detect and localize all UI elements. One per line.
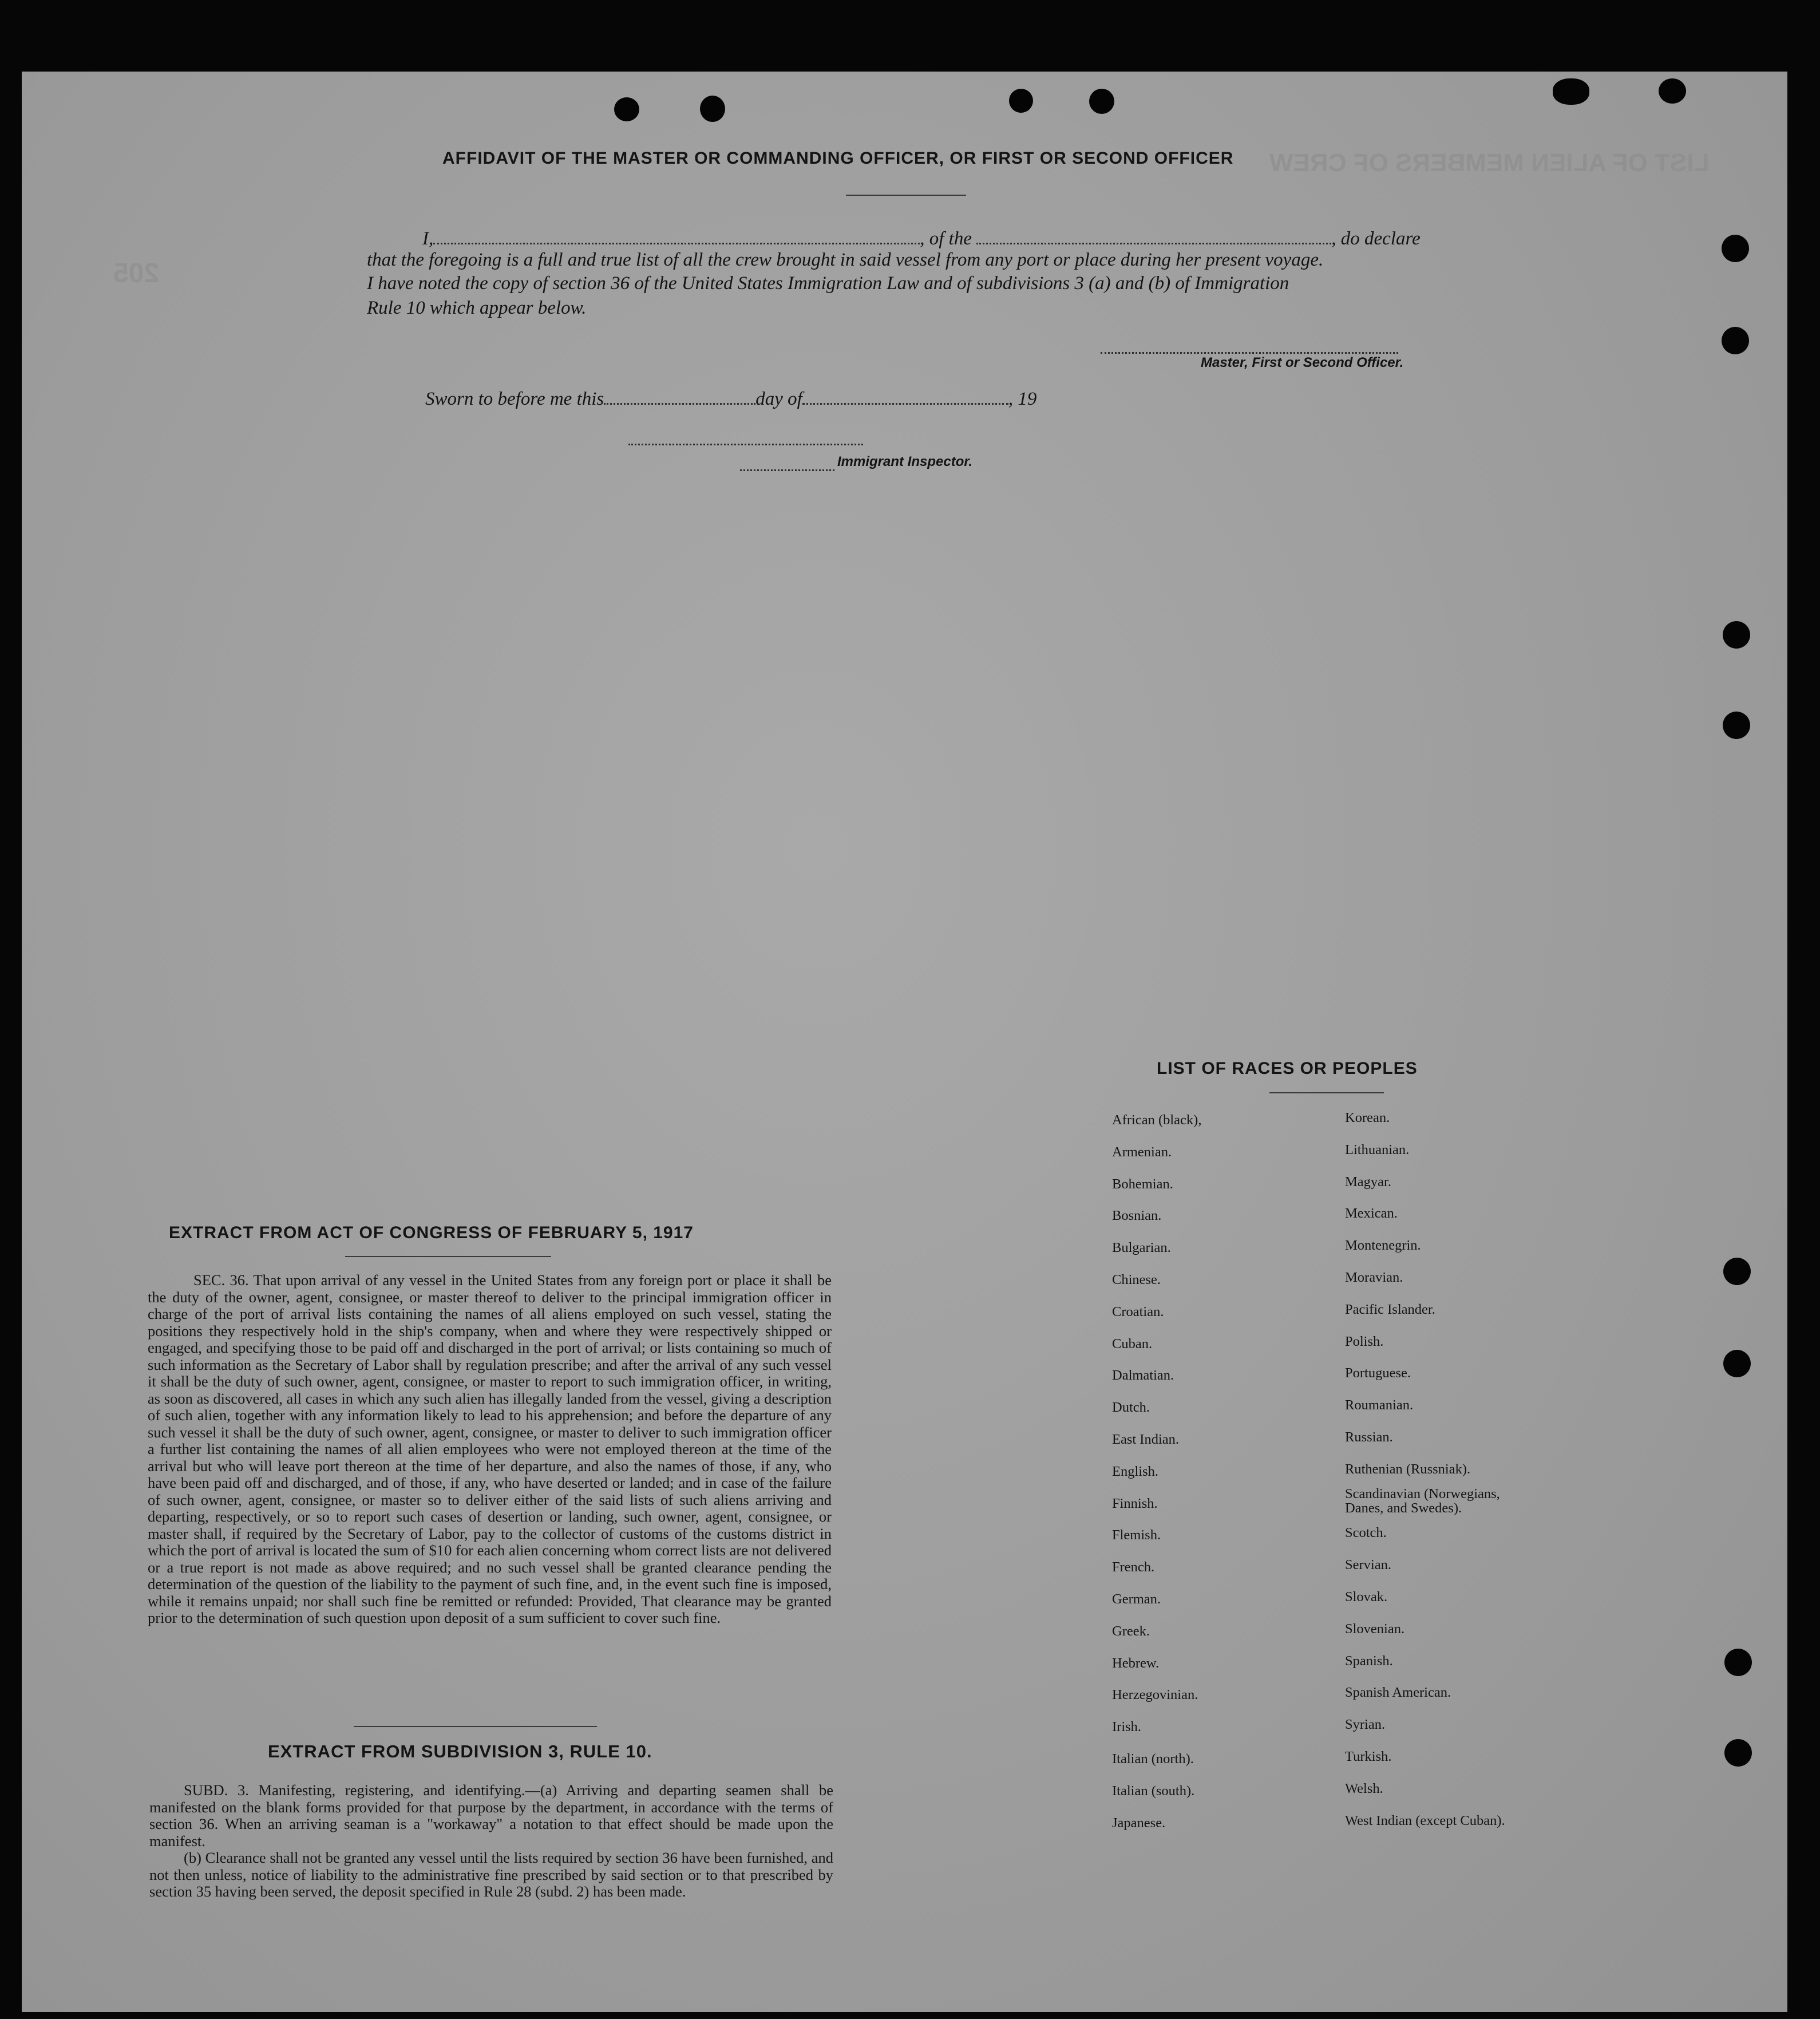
race-item: Cuban. xyxy=(1112,1336,1153,1352)
affidavit-of-the: , of the xyxy=(920,228,972,249)
affidavit-i: I, xyxy=(422,228,434,249)
race-item: Welsh. xyxy=(1345,1780,1383,1796)
race-item: West Indian (except Cuban). xyxy=(1345,1812,1505,1828)
race-item: Flemish. xyxy=(1112,1527,1161,1543)
race-item: Irish. xyxy=(1112,1719,1142,1735)
punch-hole xyxy=(1659,78,1686,104)
punch-hole xyxy=(1723,1350,1751,1377)
race-item: Pacific Islander. xyxy=(1345,1301,1435,1317)
subd-3a-text: SUBD. 3. Manifesting, registering, and identifying.—(a) Arriving and departing seamen shall be manifested on the blank forms provided for that purpose by the department, in accordance with the terms of section 36. When an arriving seaman is a "workaway" a notation to that effect should be made upon the manifest. xyxy=(149,1781,833,1850)
race-item: Dutch. xyxy=(1112,1400,1150,1416)
race-item: Italian (north). xyxy=(1112,1751,1194,1767)
race-item: Dalmatian. xyxy=(1112,1368,1174,1384)
race-item: Bulgarian. xyxy=(1112,1240,1171,1256)
race-item: Slovak. xyxy=(1345,1589,1388,1605)
sworn-prefix: Sworn to before me this xyxy=(425,389,604,409)
affidavit-line-3: I have noted the copy of section 36 of the United States Immigration Law and of subdivisions 3 (a) and (b) of Immigration xyxy=(367,273,1289,294)
race-item: African (black), xyxy=(1112,1112,1202,1128)
race-item: Herzegovinian. xyxy=(1112,1687,1198,1703)
race-item: Japanese. xyxy=(1112,1815,1166,1831)
vessel-field[interactable] xyxy=(976,223,1331,244)
race-item: Turkish. xyxy=(1345,1749,1392,1764)
inspector-signature-line[interactable] xyxy=(628,444,863,445)
rule-extract-heading: EXTRACT FROM SUBDIVISION 3, RULE 10. xyxy=(268,1741,652,1761)
sworn-year: , 19 xyxy=(1008,389,1037,409)
punch-hole xyxy=(1724,1649,1752,1676)
race-item: Greek. xyxy=(1112,1623,1150,1639)
punch-hole xyxy=(700,96,725,122)
manifest-page xyxy=(22,72,1787,2012)
race-item: Lithuanian. xyxy=(1345,1141,1410,1157)
race-item: Chinese. xyxy=(1112,1272,1161,1287)
race-item: Syrian. xyxy=(1345,1717,1386,1733)
bleed-through-heading: LIST OF ALIEN MEMBERS OF CREW xyxy=(1269,149,1710,177)
race-item: Armenian. xyxy=(1112,1144,1172,1160)
race-item: Montenegrin. xyxy=(1345,1238,1421,1254)
punch-hole xyxy=(1723,1258,1751,1285)
race-item: Mexican. xyxy=(1345,1206,1398,1222)
race-item: Portuguese. xyxy=(1345,1365,1411,1381)
race-item: Russian. xyxy=(1345,1429,1393,1445)
race-item: German. xyxy=(1112,1591,1161,1607)
punch-hole xyxy=(1723,621,1750,649)
bleed-through-page-number: 205 xyxy=(113,258,160,289)
sworn-line xyxy=(425,384,1036,410)
affidavit-line-1 xyxy=(422,223,1421,250)
race-item: Slovenian. xyxy=(1345,1621,1405,1637)
sworn-month-field[interactable] xyxy=(802,384,1008,405)
race-item: Croatian. xyxy=(1112,1303,1164,1319)
race-item: Scandinavian (Norwegians, Danes, and Swedes). xyxy=(1345,1485,1500,1516)
punch-hole xyxy=(1724,1739,1752,1767)
punch-hole xyxy=(1553,78,1589,105)
race-item: Spanish. xyxy=(1345,1653,1393,1669)
name-field[interactable] xyxy=(433,223,920,244)
punch-hole xyxy=(614,97,639,121)
race-item: Spanish American. xyxy=(1345,1685,1451,1701)
punch-hole xyxy=(1009,89,1033,113)
punch-hole xyxy=(1723,712,1750,739)
inspector-signature-line-short xyxy=(740,469,834,471)
act-extract-heading: EXTRACT FROM ACT OF CONGRESS OF FEBRUARY 5, 1917 xyxy=(169,1223,694,1242)
race-item: Scotch. xyxy=(1345,1525,1387,1541)
race-item: Italian (south). xyxy=(1112,1783,1195,1799)
race-item: Moravian. xyxy=(1345,1270,1403,1285)
race-item: Hebrew. xyxy=(1112,1655,1160,1671)
affidavit-line-2: that the foregoing is a full and true list of all the crew brought in said vessel from any port or place during her present voyage. xyxy=(367,250,1324,270)
race-item: Bosnian. xyxy=(1112,1208,1162,1224)
heading-rule xyxy=(846,195,966,196)
race-item: Servian. xyxy=(1345,1557,1391,1573)
races-heading: LIST OF RACES OR PEOPLES xyxy=(1157,1059,1418,1078)
sec-36-text: SEC. 36. That upon arrival of any vessel in the United States from any foreign port or place it shall be the duty of the owner, agent, consignee, or master thereof to deliver to the principal immigration officer in charge of the port of arrival lists containing the names of all aliens employed on such vessel, stating the positions they respectively hold in the ship's company, when and where they were respectively shipped or engaged, and specifying those to be paid off and discharged in the port of arrival; or lists containing so much of such information as the Secretary of Labor shall by regulation prescribe; and after the arrival of any such vessel it shall be the duty of such owner, agent, consignee, or master to report to such immigration officer, in writing, as soon as discovered, all cases in which any such alien has illegally landed from the vessel, giving a description of such alien, together with any information likely to lead to his apprehension; and before the departure of any such vessel it shall be the duty of such owner, agent, consignee, or master to deliver to such immigration officer a further list containing the names of all alien employees who were not employed thereon at the time of the arrival but who will leave port thereon at the time of her departure, and also the names of those, if any, who have been paid off and discharged, and of those, if any, who have deserted or landed; and in case of the failure of such owner, agent, consignee, or master so to deliver either of the said lists of such aliens arriving and departing, respectively, or so to report such cases of desertion or landing, such owner, agent, consignee, or master shall, if required by the Secretary of Labor, pay to the collector of customs of the customs district in which the port of arrival is located the sum of $10 for each alien concerning whom correct lists are not delivered or a true report is not made as above required; and no such vessel shall be granted clearance pending the determination of the question of the liability to the payment of such fine, and, in the event such fine is imposed, while it remains unpaid; nor shall such fine be remitted or refunded: Provided, That clearance may be granted prior to the determination of such question upon deposit of a sum sufficient to cover such fine. xyxy=(148,1271,832,1626)
sworn-day-of: day of xyxy=(755,389,802,409)
affidavit-declare: , do declare xyxy=(1331,228,1421,249)
inspector-label: Immigrant Inspector. xyxy=(837,454,973,469)
heading-rule xyxy=(1269,1092,1384,1093)
race-item: East Indian. xyxy=(1112,1432,1180,1447)
sworn-day-field[interactable] xyxy=(604,384,755,405)
race-item: French. xyxy=(1112,1559,1155,1575)
heading-rule xyxy=(345,1256,551,1257)
subd-3b-text: (b) Clearance shall not be granted any vessel until the lists required by section 36 have been furnished, and not then unless, notice of liability to the administrative fine prescribed by said section or to that prescribed by section 35 having been served, the deposit specified in Rule 28 (subd. 2) has been made. xyxy=(149,1849,833,1900)
punch-hole xyxy=(1722,235,1749,262)
master-signature-line[interactable] xyxy=(1101,352,1398,354)
race-item: Roumanian. xyxy=(1345,1397,1414,1413)
section-divider xyxy=(354,1726,597,1727)
affidavit-heading: AFFIDAVIT OF THE MASTER OR COMMANDING OFFICER, OR FIRST OR SECOND OFFICER xyxy=(442,149,1234,168)
race-item: English. xyxy=(1112,1463,1158,1479)
race-item: Ruthenian (Russniak). xyxy=(1345,1461,1471,1477)
affidavit-line-4: Rule 10 which appear below. xyxy=(367,298,587,318)
race-item: Magyar. xyxy=(1345,1174,1391,1190)
race-item: Finnish. xyxy=(1112,1495,1158,1511)
punch-hole xyxy=(1089,89,1114,114)
punch-hole xyxy=(1722,327,1749,354)
race-item: Bohemian. xyxy=(1112,1176,1173,1192)
race-item: Korean. xyxy=(1345,1110,1390,1125)
master-signature-label: Master, First or Second Officer. xyxy=(1201,355,1404,370)
race-item: Polish. xyxy=(1345,1333,1384,1349)
